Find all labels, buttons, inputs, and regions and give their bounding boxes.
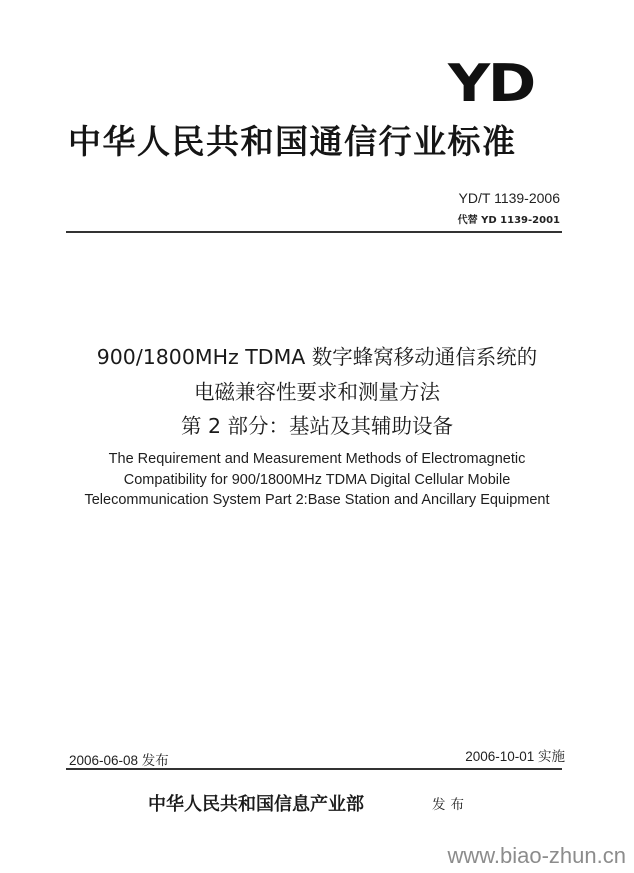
- website-watermark: www.biao-zhun.cn: [447, 843, 626, 868]
- standard-number: YD/T 1139-2006: [458, 190, 560, 206]
- english-title-line-3: Telecommunication System Part 2:Base Station and Ancillary Equipment: [84, 492, 550, 508]
- yd-logo: YD: [448, 54, 535, 114]
- issuing-ministry: 中华人民共和国信息产业部: [148, 794, 364, 815]
- bottom-divider: [66, 768, 562, 770]
- english-title-line-1: The Requirement and Measurement Methods of Electromagnetic: [108, 451, 526, 467]
- issue-label: 发布: [432, 797, 469, 813]
- industry-standard-title: 中华人民共和国通信行业标准: [68, 122, 517, 161]
- issue-date: 2006-06-08 发布: [69, 753, 169, 768]
- english-title-line-2: Compatibility for 900/1800MHz TDMA Digital Cellular Mobile: [123, 472, 511, 488]
- chinese-title-line-2: 电磁兼容性要求和测量方法: [194, 380, 440, 404]
- top-divider: [66, 231, 562, 233]
- replaces-standard: 代替 YD 1139-2001: [457, 215, 560, 226]
- chinese-title-line-1: 900/1800MHz TDMA 数字蜂窝移动通信系统的: [96, 345, 538, 369]
- chinese-title-line-3: 第 2 部分：基站及其辅助设备: [180, 414, 454, 438]
- implementation-date: 2006-10-01 实施: [465, 749, 565, 764]
